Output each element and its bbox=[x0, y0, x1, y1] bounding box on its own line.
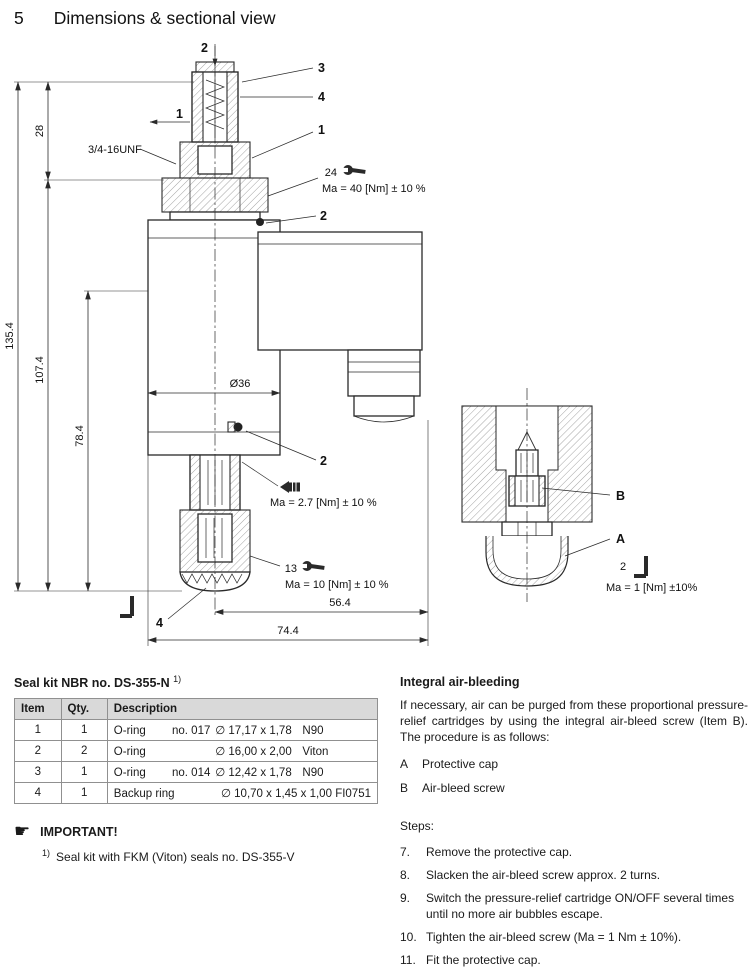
callout-2-lower: 2 bbox=[320, 454, 327, 468]
table-header-row bbox=[15, 699, 378, 720]
col-qty: Qty. bbox=[61, 699, 107, 720]
wrench-icon-24 bbox=[341, 165, 366, 175]
step-item: 7. Remove the protective cap. bbox=[400, 845, 573, 860]
wrench-size-24: 24 bbox=[324, 167, 337, 179]
steps-heading: Steps: bbox=[400, 819, 435, 834]
table-row: 3 1 O-ring no. 014 ∅ 12,42 x 1,78 N90 bbox=[15, 762, 378, 783]
connector bbox=[348, 350, 420, 396]
step-item: 11. Fit the protective cap. bbox=[400, 953, 541, 968]
torque-10: Ma = 10 [Nm] ± 10 % bbox=[285, 579, 389, 591]
legend-item-a: A Protective cap bbox=[400, 757, 499, 772]
table-row: 4 1 Backup ring ∅ 10,70 x 1,45 x 1,00 FI0751 bbox=[15, 783, 378, 804]
torque-2-7: Ma = 2.7 [Nm] ± 10 % bbox=[270, 497, 377, 509]
step-item: 10. Tighten the air-bleed screw (Ma = 1 Nm ± 10%). bbox=[400, 930, 682, 945]
port-arrow-1: 1 bbox=[176, 107, 183, 121]
thread-label: 3/4-16UNF bbox=[88, 144, 142, 156]
footnote-marker: 1) bbox=[173, 674, 182, 684]
callout-2-top: 2 bbox=[201, 41, 208, 55]
torque-1: Ma = 1 [Nm] ±10% bbox=[606, 582, 698, 594]
air-bleeding-section bbox=[400, 674, 748, 976]
callout-4-top: 4 bbox=[318, 90, 325, 104]
main-valve-section bbox=[148, 62, 422, 591]
dim-135-4: 135.4 bbox=[4, 322, 16, 350]
seal-kit-table bbox=[14, 698, 378, 804]
backup-ring bbox=[228, 422, 235, 432]
o-ring-upper bbox=[256, 218, 264, 226]
dim-dia36: Ø36 bbox=[229, 378, 251, 390]
torque-40: Ma = 40 [Nm] ± 10 % bbox=[322, 183, 426, 195]
table-row: 1 1 O-ring no. 017 ∅ 17,17 x 1,78 N90 bbox=[15, 720, 378, 741]
air-bleeding-intro: If necessary, air can be purged from these proportional pressure-relief cartridges by using the integral air-bleed screw (Item B). The procedure is as follows: bbox=[400, 697, 748, 744]
table-row: 2 2 O-ring ∅ 16,00 x 2,00 Viton bbox=[15, 741, 378, 762]
legend-item-b: B Air-bleed screw bbox=[400, 781, 505, 796]
pointing-hand-icon bbox=[14, 822, 30, 842]
dim-107-4: 107.4 bbox=[34, 356, 46, 384]
wrench-size-13: 13 bbox=[284, 563, 297, 575]
footnote-marker: 1) bbox=[42, 848, 51, 859]
installed-view bbox=[462, 388, 698, 602]
callout-3: 3 bbox=[318, 61, 325, 75]
col-item: Item bbox=[15, 699, 62, 720]
air-bleeding-heading: Integral air-bleeding bbox=[400, 675, 520, 689]
allen-key-icon bbox=[120, 596, 132, 616]
callout-1: 1 bbox=[318, 123, 325, 137]
steps-list bbox=[400, 845, 748, 969]
dim-74-4: 74.4 bbox=[277, 625, 299, 637]
callout-2-upper: 2 bbox=[320, 209, 327, 223]
connector-collar bbox=[354, 396, 414, 416]
dim-28: 28 bbox=[34, 124, 46, 138]
seal-kit-section bbox=[14, 674, 390, 864]
legend bbox=[400, 757, 748, 797]
wrench-icon-13 bbox=[300, 561, 325, 571]
important-note bbox=[14, 822, 390, 842]
section-title: Dimensions & sectional view bbox=[53, 8, 276, 28]
step-item: 8. Slacken the air-bleed screw approx. 2 turns. bbox=[400, 868, 661, 883]
allen-key-icon-right bbox=[634, 556, 646, 576]
hex-socket-icon bbox=[280, 481, 300, 493]
col-description: Description bbox=[107, 699, 377, 720]
callout-4-bottom: 4 bbox=[156, 616, 163, 630]
dim-56-4: 56.4 bbox=[329, 597, 351, 609]
seal-kit-heading: Seal kit NBR no. DS-355-N $^{1)}$ bbox=[14, 674, 182, 691]
callout-b: B bbox=[616, 489, 626, 503]
solenoid-block bbox=[258, 232, 422, 350]
hex-key-size-2: 2 bbox=[620, 561, 627, 573]
dim-78-4: 78.4 bbox=[74, 425, 86, 447]
important-label: IMPORTANT! bbox=[40, 825, 118, 840]
section-number: 5 bbox=[14, 8, 24, 28]
callout-a: A bbox=[616, 532, 626, 546]
seal-kit-footnote: $^{1)}$ Seal kit with FKM (Viton) seals no. DS-355-V bbox=[42, 848, 295, 865]
step-item: 9. Switch the pressure-relief cartridge ON/OFF several times until no more air bubbles escape. bbox=[400, 891, 735, 922]
